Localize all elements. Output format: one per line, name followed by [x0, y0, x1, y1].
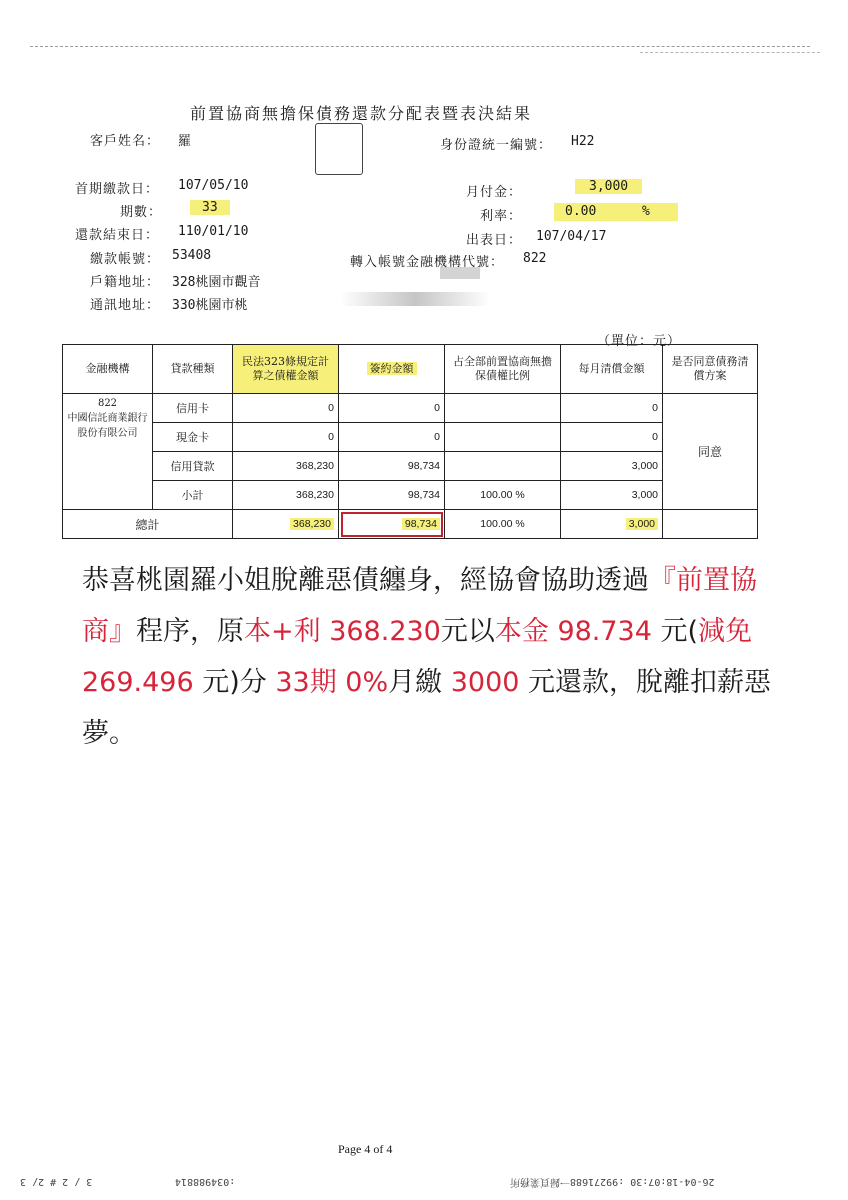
ratio: [445, 452, 561, 481]
table-row: [63, 394, 758, 423]
periods-label: 期數：: [120, 205, 163, 220]
mailing-address-label: 通訊地址：: [90, 298, 161, 313]
header-monthly: 每月清償金額: [561, 345, 663, 394]
mailing-address-value: 330桃園市桃: [172, 298, 248, 313]
header-loan-type: 貸款種類: [153, 345, 233, 394]
end-date-label: 還款結束日：: [75, 228, 160, 243]
header-agree: 是否同意債務清償方案: [663, 345, 758, 394]
claim-amount: 368,230: [233, 481, 339, 510]
customer-name-value: 羅: [178, 134, 192, 149]
document-title: 前置協商無擔保債務還款分配表暨表決結果: [190, 104, 533, 123]
total-ratio-cell: [445, 510, 561, 539]
total-monthly: 3,000: [561, 510, 663, 539]
transfer-label: 轉入帳號金融機構代號：: [350, 255, 505, 270]
table-row: [63, 481, 758, 510]
ratio: [445, 394, 561, 423]
header-signed-amount: 簽約金額: [339, 345, 445, 394]
smudge-mark: [440, 267, 480, 279]
monthly-amount: 0: [561, 423, 663, 452]
claim-amount: 0: [233, 423, 339, 452]
monthly-amount: 3,000: [561, 481, 663, 510]
end-date-value: 110/01/10: [178, 224, 249, 239]
rate-value: 0.00: [565, 204, 597, 219]
account-value: 53408: [172, 248, 212, 263]
smudge-mark-2: [340, 292, 490, 306]
total-ratio: 100.00: [480, 518, 513, 530]
fax-strip-mid: :034988814: [175, 1176, 236, 1187]
signed-amount: 98,734: [339, 481, 445, 510]
transfer-value: 822: [523, 251, 547, 266]
redaction-box: [315, 123, 363, 175]
page-footer: Page 4 of 4: [338, 1142, 393, 1156]
header-ratio: 占全部前置協商無擔保債權比例: [445, 345, 561, 394]
monthly-amount: 3,000: [561, 452, 663, 481]
total-signed: 98,734: [339, 510, 445, 539]
loan-type: 現金卡: [153, 423, 233, 452]
promo-text: 恭喜桃園羅小姐脫離惡債纏身，經協會協助透過『前置協商』程序，原本+利 368.230元以本金 98.734 元(減免 269.496 元)分 33期 0%月繳 3000 元還款，脫離扣薪惡夢。: [82, 565, 772, 749]
rate-unit: %: [642, 204, 650, 219]
customer-name-label: 客戶姓名：: [90, 134, 161, 149]
ratio: 100.00: [480, 489, 513, 501]
fax-strip-right: 26-04-18:07:30 :99271688一歸頁業務所: [510, 1176, 715, 1187]
fax-header-strip: [0, 1170, 848, 1192]
ratio: [445, 423, 561, 452]
unit-label: （單位：元）: [597, 334, 682, 349]
table-header-row: [63, 345, 758, 394]
household-address-value: 328桃園市觀音: [172, 275, 261, 290]
loan-type: 小計: [153, 481, 233, 510]
table-row: [63, 423, 758, 452]
header-claim-amount: 民法323條規定計算之債權金額: [233, 345, 339, 394]
issue-date-value: 107/04/17: [536, 229, 607, 244]
rate-label: 利率：: [480, 209, 523, 224]
id-value: H22: [571, 134, 595, 149]
first-payment-value: 107/05/10: [178, 178, 249, 193]
allocation-table: [62, 344, 758, 539]
total-claim: 368,230: [233, 510, 339, 539]
claim-amount: 368,230: [233, 452, 339, 481]
agree-cell: 同意: [663, 394, 758, 510]
id-label: 身份證統一編號：: [440, 138, 553, 153]
monthly-value: 3,000: [575, 179, 642, 194]
top-scan-line-2: [640, 52, 820, 53]
institution-name: 中國信託商業銀行股份有限公司: [67, 413, 148, 439]
account-label: 繳款帳號：: [90, 252, 161, 267]
issue-date-label: 出表日：: [466, 233, 523, 248]
signed-amount: 0: [339, 394, 445, 423]
top-scan-line: [30, 46, 810, 47]
claim-amount: 0: [233, 394, 339, 423]
fax-strip-left: 3 / 2 # 2/ 3: [20, 1176, 93, 1187]
signed-amount: 98,734: [339, 452, 445, 481]
total-label: 總計: [63, 510, 233, 539]
institution-cell: [63, 394, 153, 510]
percent-sign: %: [515, 489, 525, 501]
percent-sign: %: [515, 518, 525, 530]
loan-type: 信用貸款: [153, 452, 233, 481]
loan-type: 信用卡: [153, 394, 233, 423]
total-agree-empty: [663, 510, 758, 539]
monthly-label: 月付金：: [466, 185, 523, 200]
household-address-label: 戶籍地址：: [90, 275, 161, 290]
signed-amount: 0: [339, 423, 445, 452]
table-row: [63, 452, 758, 481]
monthly-amount: 0: [561, 394, 663, 423]
total-row: [63, 510, 758, 539]
ratio-cell: [445, 481, 561, 510]
first-payment-label: 首期繳款日：: [75, 182, 160, 197]
header-institution: 金融機構: [63, 345, 153, 394]
periods-value: 33: [190, 200, 230, 215]
institution-code: 822: [97, 398, 118, 409]
